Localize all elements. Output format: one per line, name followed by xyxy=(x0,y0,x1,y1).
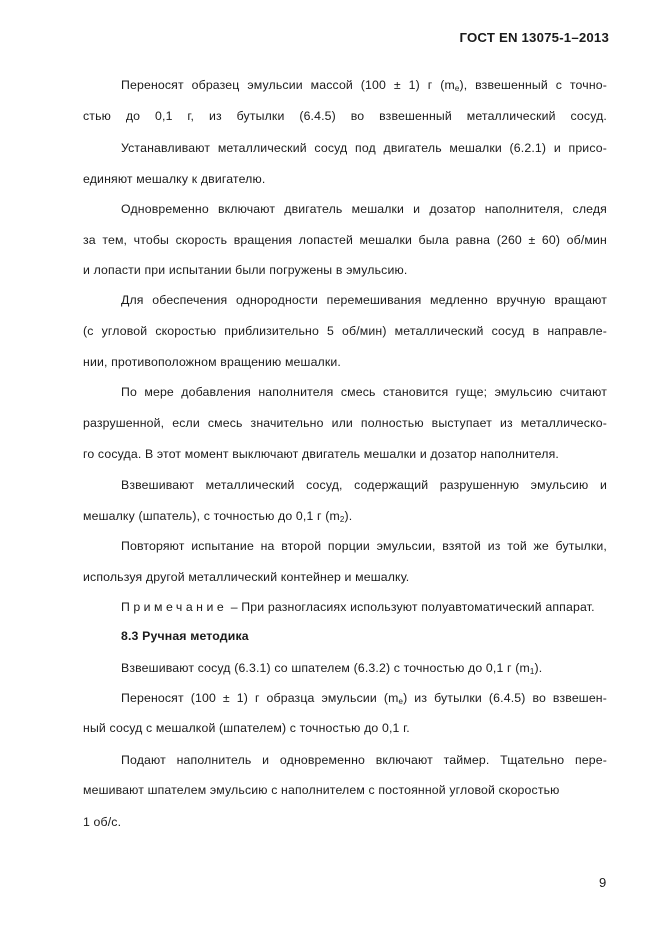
text-line: Переносят образец эмульсии массой (100 ± 1) г $(m_e)$, взвешенный с точно- xyxy=(121,78,608,93)
text-line: за тем, чтобы скорость вращения лопастей мешалки была равна (260 ± 60) об/мин xyxy=(83,233,607,247)
text-line: мешалку (шпатель), с точностью до 0,1 г $(m_2)$. xyxy=(83,509,353,524)
text-line: Подают наполнитель и одновременно включают таймер. Тщательно пере- xyxy=(121,753,607,767)
text-line: Одновременно включают двигатель мешалки и дозатор наполнителя, следя xyxy=(121,202,607,216)
text-line: По мере добавления наполнителя смесь становится гуще; эмульсию считают xyxy=(121,385,607,399)
text-line: и лопасти при испытании были погружены в эмульсию. xyxy=(83,263,408,277)
section-heading: 8.3 Ручная методика xyxy=(121,629,249,643)
text-line: используя другой металлический контейнер и мешалку. xyxy=(83,570,410,584)
text-line: (с угловой скоростью приблизительно 5 об/мин) металлический сосуд в направле- xyxy=(83,324,607,338)
text-line: Взвешивают металлический сосуд, содержащий разрушенную эмульсию и xyxy=(121,478,607,492)
text-line: мешивают шпателем эмульсию с наполнителем с постоянной угловой скоростью xyxy=(83,783,560,797)
text-line: Переносят (100 ± 1) г образца эмульсии $(m_e)$ из бутылки (6.4.5) во взвешен- xyxy=(121,691,607,706)
text-line: Устанавливают металлический сосуд под двигатель мешалки (6.2.1) и присо- xyxy=(121,141,607,155)
text-line: единяют мешалку к двигателю. xyxy=(83,172,266,186)
text-line: го сосуда. В этот момент выключают двигатель мешалки и дозатор наполнителя. xyxy=(83,447,559,461)
text-line: ный сосуд с мешалкой (шпателем) с точностью до 0,1 г. xyxy=(83,721,410,735)
text-line: нии, противоположном вращению мешалки. xyxy=(83,355,341,369)
note-label: Примечание xyxy=(121,600,228,614)
standard-code-header: ГОСТ EN 13075-1–2013 xyxy=(459,30,609,45)
page-number: 9 xyxy=(599,875,607,890)
text-line: Взвешивают сосуд (6.3.1) со шпателем (6.3.2) с точностью до 0,1 г $(m_1)$. xyxy=(121,661,543,676)
text-line: Повторяют испытание на второй порции эмульсии, взятой из той же бутылки, xyxy=(121,539,607,553)
note-text: – При разногласиях используют полуавтоматический аппарат. xyxy=(227,600,595,614)
text-line: стью до 0,1 г, из бутылки (6.4.5) во взвешенный металлический сосуд. xyxy=(83,109,607,123)
text-line: Для обеспечения однородности перемешивания медленно вручную вращают xyxy=(121,293,607,307)
text-line: 1 об/с. xyxy=(83,815,122,829)
note-line xyxy=(121,599,607,615)
text-line: разрушенной, если смесь значительно или полностью выступает из металлическо- xyxy=(83,416,607,430)
